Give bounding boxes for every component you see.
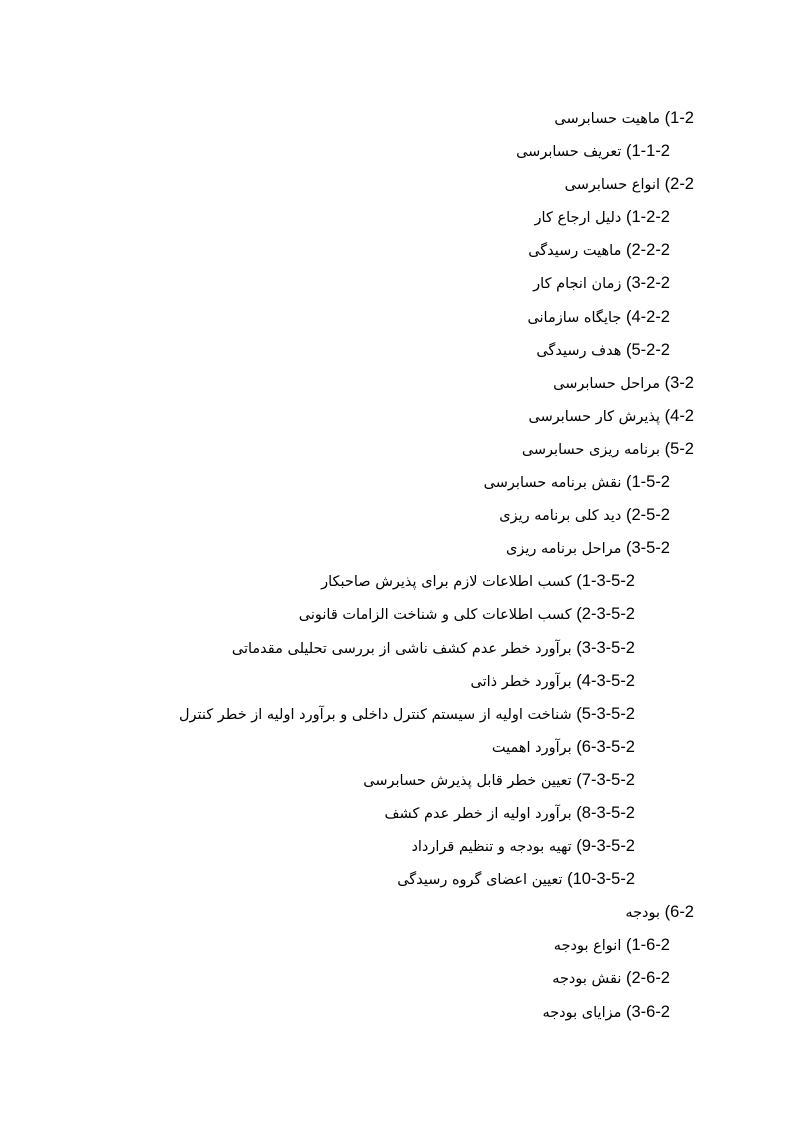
toc-entry: [0, 467, 794, 500]
toc-entry-title: انواع بودجه: [553, 938, 622, 955]
toc-entry-separator: ): [660, 373, 671, 392]
toc-entry: [0, 235, 794, 268]
toc-entry-separator: ): [621, 241, 632, 260]
toc-entry-number: 10-3-5-2: [572, 870, 635, 889]
toc-entry: [0, 997, 794, 1030]
toc-entry-title: شناخت اولیه از سیستم کنترل داخلی و برآورد اولیه از خطر کنترل: [179, 706, 572, 723]
toc-entry-title: دید کلی برنامه ریزی: [499, 508, 622, 525]
toc-entry-number: 4-3-5-2: [581, 671, 635, 690]
toc-entry-number: 5-2-2: [631, 340, 670, 359]
toc-entry-separator: ): [571, 605, 582, 624]
toc-entry: [0, 202, 794, 235]
toc-entry-separator: ): [621, 307, 632, 326]
toc-entry-title: جایگاه سازمانی: [527, 309, 622, 326]
toc-entry-separator: ): [571, 671, 582, 690]
toc-entry: [0, 268, 794, 301]
toc-entry-title: کسب اطلاعات لازم برای پذیرش صاحبکار: [321, 574, 572, 591]
toc-entry-title: بودجه: [625, 905, 661, 922]
toc-entry: [0, 798, 794, 831]
toc-entry-number: 2-2: [670, 175, 694, 194]
toc-entry-number: 1-5-2: [631, 473, 670, 492]
toc-entry-number: 1-3-5-2: [581, 572, 635, 591]
toc-entry: [0, 963, 794, 996]
toc-entry-title: برآورد اهمیت: [491, 739, 572, 756]
toc-entry-separator: ): [621, 340, 632, 359]
toc-entry-number: 6-2: [670, 903, 694, 922]
toc-entry-number: 2-2-2: [631, 241, 670, 260]
toc-entry-title: تهیه بودجه و تنظیم قرارداد: [411, 839, 572, 856]
toc-entry-number: 3-6-2: [631, 1002, 670, 1021]
toc-entry-separator: ): [621, 274, 632, 293]
toc-entry: [0, 103, 794, 136]
toc-entry-title: زمان انجام کار: [533, 276, 622, 293]
toc-entry-number: 7-3-5-2: [581, 770, 635, 789]
toc-entry-separator: ): [621, 539, 632, 558]
toc-entry-separator: ): [571, 770, 582, 789]
toc-entry-title: مراحل حسابرسی: [553, 375, 661, 392]
toc-entry-separator: ): [660, 109, 671, 127]
toc-entry-separator: ): [621, 506, 632, 525]
toc-entry: [0, 136, 794, 169]
toc-entry-separator: ): [571, 638, 582, 657]
toc-entry-separator: ): [660, 439, 671, 458]
toc-entry-number: 2-6-2: [631, 969, 670, 988]
toc-entry-separator: ): [621, 142, 632, 161]
toc-entry-separator: ): [571, 803, 582, 822]
toc-entry: [0, 500, 794, 533]
toc-entry-title: مراحل برنامه ریزی: [505, 541, 622, 558]
toc-entry-number: 1-1-2: [631, 142, 670, 161]
toc-entry-title: نقش بودجه: [552, 971, 622, 988]
toc-entry-title: ماهیت حسابرسی: [554, 111, 661, 127]
toc-entry-separator: ): [571, 572, 582, 591]
toc-entry-title: ماهیت رسیدگی: [528, 243, 622, 260]
toc-entry-separator: ): [621, 969, 632, 988]
toc-entry-title: تعیین خطر قابل پذیرش حسابرسی: [363, 772, 572, 789]
toc-entry: [0, 831, 794, 864]
toc-entry: [0, 699, 794, 732]
toc-entry: [0, 533, 794, 566]
toc-entry: [0, 765, 794, 798]
toc-entry-number: 6-3-5-2: [581, 737, 635, 756]
toc-entry-separator: ): [562, 870, 573, 889]
toc-entry: [0, 566, 794, 599]
toc-entry: [0, 864, 794, 897]
toc-entry-title: تعیین اعضای گروه رسیدگی: [397, 872, 563, 889]
toc-entry-separator: ): [571, 704, 582, 723]
toc-entry: [0, 666, 794, 699]
toc-entry-number: 5-3-5-2: [581, 704, 635, 723]
toc-entry-number: 1-2-2: [631, 208, 670, 227]
toc-entry-number: 1-2: [670, 109, 694, 127]
toc-entry-separator: ): [660, 406, 671, 425]
toc-entry-title: برآورد خطر عدم کشف ناشی از بررسی تحلیلی مقدماتی: [231, 640, 572, 657]
toc-entry-number: 4-2: [670, 406, 694, 425]
toc-entry-separator: ): [571, 837, 582, 856]
toc-entry-title: تعریف حسابرسی: [516, 144, 622, 161]
toc-entry-number: 3-3-5-2: [581, 638, 635, 657]
toc-entry: [0, 368, 794, 401]
toc-entry-title: کسب اطلاعات کلی و شناخت الزامات قانونی: [298, 607, 572, 624]
toc-entry-number: 1-6-2: [631, 936, 670, 955]
toc-entry-title: برآورد خطر ذاتی: [470, 673, 572, 690]
table-of-contents: [0, 103, 794, 1030]
toc-entry-number: 3-2: [670, 373, 694, 392]
toc-entry-separator: ): [621, 1002, 632, 1021]
toc-entry: [0, 633, 794, 666]
toc-entry-number: 8-3-5-2: [581, 803, 635, 822]
toc-entry-title: برآورد اولیه از خطر عدم کشف: [384, 805, 572, 822]
toc-entry-number: 9-3-5-2: [581, 837, 635, 856]
toc-entry-separator: ): [621, 936, 632, 955]
toc-entry: [0, 302, 794, 335]
toc-entry: [0, 599, 794, 632]
toc-entry: [0, 169, 794, 202]
toc-entry-title: هدف رسیدگی: [536, 342, 622, 359]
toc-entry-number: 5-2: [670, 439, 694, 458]
toc-entry-number: 3-5-2: [631, 539, 670, 558]
toc-entry-separator: ): [621, 208, 632, 227]
toc-entry-title: برنامه ریزی حسابرسی: [521, 441, 661, 458]
toc-entry: [0, 930, 794, 963]
toc-entry: [0, 335, 794, 368]
toc-entry-title: دلیل ارجاع کار: [534, 210, 622, 227]
toc-entry-separator: ): [621, 473, 632, 492]
toc-entry-separator: ): [660, 175, 671, 194]
toc-entry: [0, 434, 794, 467]
toc-entry-title: انواع حسابرسی: [564, 177, 661, 194]
toc-entry-number: 3-2-2: [631, 274, 670, 293]
toc-entry: [0, 401, 794, 434]
toc-entry-separator: ): [571, 737, 582, 756]
toc-entry-number: 4-2-2: [631, 307, 670, 326]
toc-entry-title: نقش برنامه حسابرسی: [483, 475, 622, 492]
toc-entry-title: پذیرش کار حسابرسی: [528, 408, 661, 425]
toc-entry-separator: ): [660, 903, 671, 922]
toc-entry-number: 2-5-2: [631, 506, 670, 525]
toc-entry: [0, 897, 794, 930]
toc-entry-number: 2-3-5-2: [581, 605, 635, 624]
toc-entry: [0, 732, 794, 765]
toc-entry-title: مزایای بودجه: [542, 1004, 622, 1021]
